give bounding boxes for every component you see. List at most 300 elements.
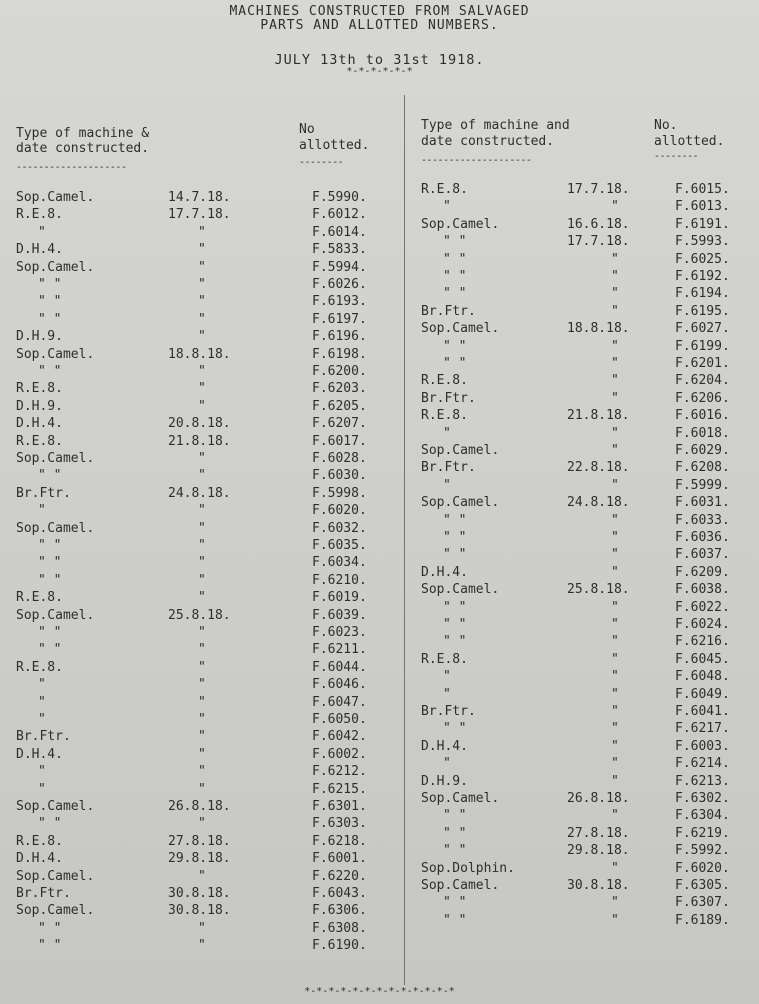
construction-date: 26.8.18. bbox=[567, 791, 630, 806]
construction-date: 16.6.18. bbox=[567, 216, 630, 232]
machine-type: D.H.4. bbox=[16, 851, 63, 867]
allotted-number: F.6047. bbox=[312, 694, 367, 710]
construction-date: 20.8.18. bbox=[168, 416, 231, 432]
table-row bbox=[405, 826, 759, 843]
table-row bbox=[405, 269, 759, 286]
table-row bbox=[405, 861, 759, 878]
machine-type: " " bbox=[38, 364, 62, 379]
construction-date: " bbox=[198, 398, 206, 414]
table-row bbox=[405, 460, 759, 477]
construction-date: 24.8.18. bbox=[168, 485, 231, 501]
machine-type: D.H.4. bbox=[16, 242, 63, 258]
machine-type: " " bbox=[443, 617, 467, 632]
construction-date: " bbox=[611, 373, 619, 389]
construction-date: 21.8.18. bbox=[567, 408, 630, 424]
left-type-header-line-1: Type of machine & bbox=[16, 126, 150, 141]
table-row bbox=[405, 808, 759, 825]
construction-date: " bbox=[198, 520, 206, 536]
table-row bbox=[405, 391, 759, 408]
construction-date: 17.7.18. bbox=[567, 182, 630, 197]
construction-date: " bbox=[611, 756, 619, 772]
machine-type: " " bbox=[443, 512, 467, 528]
table-row bbox=[0, 799, 404, 816]
construction-date: " bbox=[198, 764, 206, 780]
machine-type: R.E.8. bbox=[421, 408, 468, 424]
table-row bbox=[0, 521, 404, 538]
machine-type: " " bbox=[443, 547, 467, 563]
machine-type: Sop.Camel. bbox=[421, 791, 500, 806]
table-row bbox=[405, 217, 759, 234]
machine-type: D.H.4. bbox=[421, 738, 468, 754]
table-row bbox=[405, 913, 759, 930]
table-row bbox=[0, 242, 404, 259]
machine-type: " bbox=[443, 199, 451, 215]
table-row bbox=[0, 695, 404, 712]
allotted-number: F.6029. bbox=[675, 443, 730, 458]
machine-type: Br.Ftr. bbox=[16, 886, 71, 901]
allotted-number: F.6206. bbox=[675, 390, 730, 406]
construction-date: " bbox=[611, 704, 619, 719]
machine-type: R.E.8. bbox=[421, 182, 468, 197]
construction-date: " bbox=[611, 356, 619, 371]
allotted-number: F.6030. bbox=[312, 468, 367, 484]
document-title-line-1: MACHINES CONSTRUCTED FROM SALVAGED bbox=[229, 4, 530, 19]
table-row bbox=[0, 381, 404, 398]
machine-type: Sop.Camel. bbox=[421, 495, 500, 511]
allotted-number: F.6211. bbox=[312, 642, 367, 658]
machine-type: " " bbox=[443, 338, 467, 354]
machine-type: D.H.4. bbox=[16, 746, 63, 762]
machine-type: " bbox=[38, 694, 46, 710]
machine-type: " " bbox=[443, 721, 467, 737]
table-row bbox=[0, 764, 404, 781]
construction-date: " bbox=[611, 721, 619, 737]
allotted-number: F.6191. bbox=[675, 216, 730, 232]
table-row bbox=[0, 729, 404, 746]
table-row bbox=[405, 704, 759, 721]
allotted-number: F.5998. bbox=[312, 485, 367, 501]
construction-date: " bbox=[198, 625, 206, 640]
allotted-number: F.6016. bbox=[675, 408, 730, 424]
right-type-header-rule: -------------------- bbox=[421, 155, 532, 166]
machine-type: " " bbox=[38, 938, 62, 954]
construction-date: 30.8.18. bbox=[567, 878, 630, 893]
allotted-number: F.6019. bbox=[312, 590, 367, 606]
machine-type: " " bbox=[443, 843, 467, 859]
machine-type: " bbox=[443, 477, 451, 493]
allotted-number: F.5994. bbox=[312, 259, 367, 275]
table-row bbox=[405, 791, 759, 808]
table-row bbox=[0, 782, 404, 799]
construction-date: 21.8.18. bbox=[168, 433, 231, 449]
machine-type: " " bbox=[443, 912, 467, 928]
table-row bbox=[0, 625, 404, 642]
table-row bbox=[405, 182, 759, 199]
machine-type: " " bbox=[38, 311, 62, 327]
machine-type: " bbox=[38, 764, 46, 780]
table-row bbox=[0, 886, 404, 903]
allotted-number: F.6038. bbox=[675, 582, 730, 598]
construction-date: " bbox=[611, 773, 619, 789]
allotted-number: F.6218. bbox=[312, 833, 367, 849]
machine-type: R.E.8. bbox=[421, 373, 468, 389]
construction-date: " bbox=[198, 590, 206, 606]
construction-date: " bbox=[198, 677, 206, 693]
machine-type: Sop.Camel. bbox=[16, 520, 95, 536]
machine-type: " " bbox=[38, 538, 62, 553]
table-row bbox=[405, 495, 759, 512]
construction-date: 18.8.18. bbox=[168, 346, 231, 362]
allotted-number: F.6049. bbox=[675, 686, 730, 702]
table-row bbox=[0, 555, 404, 572]
machine-type: Sop.Camel. bbox=[16, 799, 95, 814]
machine-type: " " bbox=[443, 286, 467, 302]
table-row bbox=[0, 364, 404, 381]
allotted-number: F.6023. bbox=[312, 625, 367, 640]
machine-type: " bbox=[38, 677, 46, 693]
machine-type: R.E.8. bbox=[16, 659, 63, 675]
machine-type: D.H.9. bbox=[16, 398, 63, 414]
machine-type: " bbox=[38, 224, 46, 240]
allotted-number: F.6304. bbox=[675, 808, 730, 824]
construction-date: 17.7.18. bbox=[567, 234, 630, 250]
construction-date: " bbox=[198, 938, 206, 954]
construction-date: " bbox=[198, 224, 206, 240]
date-range: JULY 13th to 31st 1918. bbox=[274, 52, 485, 68]
allotted-number: F.6028. bbox=[312, 451, 367, 466]
allotted-number: F.6194. bbox=[675, 286, 730, 302]
allotted-number: F.6200. bbox=[312, 364, 367, 379]
construction-date: " bbox=[611, 338, 619, 354]
machine-type: " " bbox=[38, 468, 62, 484]
construction-date: " bbox=[198, 381, 206, 397]
machine-type: Br.Ftr. bbox=[421, 303, 476, 319]
machine-type: " " bbox=[443, 825, 467, 841]
machine-type: D.H.9. bbox=[16, 329, 63, 345]
table-row bbox=[405, 617, 759, 634]
table-row bbox=[0, 712, 404, 729]
construction-date: " bbox=[611, 269, 619, 284]
table-row bbox=[405, 774, 759, 791]
machine-type: Sop.Camel. bbox=[16, 259, 95, 275]
table-row bbox=[0, 294, 404, 311]
allotted-number: F.5993. bbox=[675, 234, 730, 250]
table-row bbox=[405, 478, 759, 495]
table-row bbox=[405, 199, 759, 216]
construction-date: 30.8.18. bbox=[168, 903, 231, 919]
allotted-number: F.6305. bbox=[675, 878, 730, 893]
construction-date: " bbox=[198, 712, 206, 727]
machine-type: Sop.Camel. bbox=[16, 346, 95, 362]
machine-type: D.H.4. bbox=[16, 416, 63, 432]
construction-date: " bbox=[611, 860, 619, 876]
machine-type: R.E.8. bbox=[421, 651, 468, 667]
construction-date: " bbox=[611, 895, 619, 911]
table-row bbox=[0, 816, 404, 833]
machine-type: " " bbox=[443, 808, 467, 824]
table-row bbox=[405, 652, 759, 669]
construction-date: " bbox=[198, 503, 206, 519]
table-row bbox=[405, 426, 759, 443]
machine-type: " " bbox=[443, 269, 467, 284]
table-row bbox=[405, 582, 759, 599]
left-no-header-rule: -------- bbox=[299, 157, 344, 168]
construction-date: " bbox=[198, 868, 206, 884]
construction-date: " bbox=[198, 277, 206, 292]
table-row bbox=[0, 573, 404, 590]
allotted-number: F.6203. bbox=[312, 381, 367, 397]
construction-date: " bbox=[198, 451, 206, 466]
construction-date: 29.8.18. bbox=[567, 843, 630, 859]
construction-date: " bbox=[198, 729, 206, 745]
machine-type: " bbox=[443, 669, 451, 685]
machine-type: " bbox=[38, 712, 46, 727]
allotted-number: F.6044. bbox=[312, 659, 367, 675]
table-row bbox=[405, 895, 759, 912]
allotted-number: F.6196. bbox=[312, 329, 367, 345]
allotted-number: F.6192. bbox=[675, 269, 730, 284]
allotted-number: F.6199. bbox=[675, 338, 730, 354]
machine-type: R.E.8. bbox=[16, 433, 63, 449]
right-no-header-line-1: No. bbox=[654, 118, 678, 133]
table-row bbox=[405, 530, 759, 547]
allotted-number: F.6012. bbox=[312, 207, 367, 223]
allotted-number: F.6017. bbox=[312, 433, 367, 449]
table-row bbox=[0, 503, 404, 520]
construction-date: 17.7.18. bbox=[168, 207, 231, 223]
machine-type: R.E.8. bbox=[16, 207, 63, 223]
table-row bbox=[405, 373, 759, 390]
construction-date: 24.8.18. bbox=[567, 495, 630, 511]
table-row bbox=[0, 312, 404, 329]
machine-type: D.H.4. bbox=[421, 564, 468, 580]
table-row bbox=[0, 190, 404, 207]
allotted-number: F.6212. bbox=[312, 764, 367, 780]
machine-type: Br.Ftr. bbox=[16, 729, 71, 745]
machine-type: Br.Ftr. bbox=[421, 460, 476, 476]
machine-type: " " bbox=[443, 599, 467, 615]
allotted-number: F.6190. bbox=[312, 938, 367, 954]
construction-date: " bbox=[198, 572, 206, 588]
allotted-number: F.6208. bbox=[675, 460, 730, 476]
table-row bbox=[0, 207, 404, 224]
machine-type: " " bbox=[38, 625, 62, 640]
machine-type: Sop.Camel. bbox=[16, 903, 95, 919]
machine-type: " bbox=[443, 686, 451, 702]
left-no-header-line-2: allotted. bbox=[299, 138, 370, 153]
allotted-number: F.5833. bbox=[312, 242, 367, 258]
machine-type: " bbox=[443, 425, 451, 441]
allotted-number: F.6003. bbox=[675, 738, 730, 754]
machine-type: " bbox=[38, 781, 46, 797]
machine-type: R.E.8. bbox=[16, 833, 63, 849]
construction-date: 18.8.18. bbox=[567, 321, 630, 337]
left-type-header-line-2: date constructed. bbox=[16, 141, 150, 156]
machine-type: " " bbox=[443, 895, 467, 911]
table-row bbox=[0, 329, 404, 346]
allotted-number: F.6035. bbox=[312, 538, 367, 553]
allotted-number: F.6041. bbox=[675, 704, 730, 719]
construction-date: " bbox=[611, 547, 619, 563]
machine-type: " " bbox=[38, 294, 62, 310]
table-row bbox=[405, 252, 759, 269]
machine-type: " " bbox=[38, 920, 62, 936]
allotted-number: F.6001. bbox=[312, 851, 367, 867]
construction-date: " bbox=[198, 781, 206, 797]
table-row bbox=[405, 878, 759, 895]
allotted-number: F.6013. bbox=[675, 199, 730, 215]
table-row bbox=[0, 938, 404, 955]
table-row bbox=[0, 225, 404, 242]
table-row bbox=[0, 747, 404, 764]
table-row bbox=[405, 234, 759, 251]
machine-type: Sop.Camel. bbox=[421, 216, 500, 232]
table-row bbox=[0, 642, 404, 659]
table-row bbox=[0, 468, 404, 485]
allotted-number: F.6306. bbox=[312, 903, 367, 919]
allotted-number: F.6220. bbox=[312, 868, 367, 884]
table-row bbox=[0, 434, 404, 451]
construction-date: " bbox=[611, 564, 619, 580]
allotted-number: F.6015. bbox=[675, 182, 730, 197]
machine-type: Br.Ftr. bbox=[16, 485, 71, 501]
construction-date: " bbox=[611, 286, 619, 302]
construction-date: 25.8.18. bbox=[168, 607, 231, 623]
allotted-number: F.6195. bbox=[675, 303, 730, 319]
machine-type: Sop.Camel. bbox=[421, 443, 500, 458]
construction-date: " bbox=[198, 311, 206, 327]
table-row bbox=[405, 843, 759, 860]
machine-type: " " bbox=[443, 234, 467, 250]
allotted-number: F.6050. bbox=[312, 712, 367, 727]
machine-type: R.E.8. bbox=[16, 381, 63, 397]
construction-date: " bbox=[611, 738, 619, 754]
allotted-number: F.6046. bbox=[312, 677, 367, 693]
table-row bbox=[0, 851, 404, 868]
table-row bbox=[0, 486, 404, 503]
machine-type: R.E.8. bbox=[16, 590, 63, 606]
construction-date: " bbox=[611, 808, 619, 824]
allotted-number: F.6189. bbox=[675, 912, 730, 928]
machine-type: D.H.9. bbox=[421, 773, 468, 789]
allotted-number: F.6215. bbox=[312, 781, 367, 797]
construction-date: " bbox=[198, 642, 206, 658]
machine-type: Sop.Camel. bbox=[16, 868, 95, 884]
construction-date: " bbox=[611, 634, 619, 650]
right-type-header-line-1: Type of machine and bbox=[421, 118, 570, 133]
title-ornament: *-*-*-*-*-* bbox=[346, 66, 413, 77]
table-row bbox=[0, 608, 404, 625]
machine-type: " " bbox=[443, 634, 467, 650]
construction-date: " bbox=[198, 659, 206, 675]
allotted-number: F.6216. bbox=[675, 634, 730, 650]
construction-date: " bbox=[611, 425, 619, 441]
allotted-number: F.6213. bbox=[675, 773, 730, 789]
machine-type: Sop.Camel. bbox=[16, 190, 95, 205]
table-row bbox=[405, 547, 759, 564]
table-row bbox=[405, 408, 759, 425]
right-type-header-line-2: date constructed. bbox=[421, 134, 555, 149]
allotted-number: F.6042. bbox=[312, 729, 367, 745]
allotted-number: F.6308. bbox=[312, 920, 367, 936]
table-row bbox=[0, 416, 404, 433]
construction-date: 29.8.18. bbox=[168, 851, 231, 867]
construction-date: " bbox=[611, 251, 619, 267]
construction-date: " bbox=[611, 443, 619, 458]
table-row bbox=[405, 600, 759, 617]
left-table bbox=[0, 190, 404, 954]
construction-date: 26.8.18. bbox=[168, 799, 231, 814]
table-row bbox=[405, 339, 759, 356]
table-row bbox=[405, 739, 759, 756]
allotted-number: F.5990. bbox=[312, 190, 367, 205]
allotted-number: F.6193. bbox=[312, 294, 367, 310]
construction-date: " bbox=[198, 294, 206, 310]
allotted-number: F.6026. bbox=[312, 277, 367, 292]
machine-type: Sop.Camel. bbox=[16, 451, 95, 466]
table-row bbox=[405, 756, 759, 773]
table-row bbox=[405, 565, 759, 582]
construction-date: " bbox=[611, 651, 619, 667]
allotted-number: F.6039. bbox=[312, 607, 367, 623]
table-row bbox=[405, 356, 759, 373]
machine-type: Sop.Dolphin. bbox=[421, 860, 515, 876]
machine-type: " " bbox=[443, 530, 467, 545]
document-title-line-2: PARTS AND ALLOTTED NUMBERS. bbox=[260, 18, 499, 33]
allotted-number: F.6027. bbox=[675, 321, 730, 337]
construction-date: " bbox=[611, 617, 619, 632]
table-row bbox=[0, 834, 404, 851]
construction-date: " bbox=[198, 364, 206, 379]
table-row bbox=[0, 277, 404, 294]
allotted-number: F.6020. bbox=[312, 503, 367, 519]
allotted-number: F.6204. bbox=[675, 373, 730, 389]
construction-date: " bbox=[198, 538, 206, 553]
construction-date: " bbox=[198, 694, 206, 710]
construction-date: 25.8.18. bbox=[567, 582, 630, 598]
construction-date: " bbox=[198, 242, 206, 258]
construction-date: " bbox=[198, 259, 206, 275]
allotted-number: F.6048. bbox=[675, 669, 730, 685]
allotted-number: F.5999. bbox=[675, 477, 730, 493]
table-row bbox=[0, 903, 404, 920]
allotted-number: F.6037. bbox=[675, 547, 730, 563]
allotted-number: F.6307. bbox=[675, 895, 730, 911]
machine-type: Sop.Camel. bbox=[421, 321, 500, 337]
allotted-number: F.6219. bbox=[675, 825, 730, 841]
machine-type: " bbox=[38, 503, 46, 519]
allotted-number: F.6032. bbox=[312, 520, 367, 536]
construction-date: " bbox=[611, 599, 619, 615]
allotted-number: F.6024. bbox=[675, 617, 730, 632]
table-row bbox=[405, 687, 759, 704]
table-row bbox=[405, 443, 759, 460]
table-row bbox=[0, 538, 404, 555]
table-row bbox=[0, 451, 404, 468]
construction-date: " bbox=[198, 329, 206, 345]
table-row bbox=[0, 921, 404, 938]
allotted-number: F.6034. bbox=[312, 555, 367, 571]
construction-date: 14.7.18. bbox=[168, 190, 231, 205]
machine-type: " " bbox=[443, 251, 467, 267]
construction-date: " bbox=[611, 199, 619, 215]
allotted-number: F.6198. bbox=[312, 346, 367, 362]
construction-date: 27.8.18. bbox=[168, 833, 231, 849]
table-row bbox=[405, 721, 759, 738]
construction-date: " bbox=[611, 512, 619, 528]
allotted-number: F.6020. bbox=[675, 860, 730, 876]
table-row bbox=[0, 660, 404, 677]
